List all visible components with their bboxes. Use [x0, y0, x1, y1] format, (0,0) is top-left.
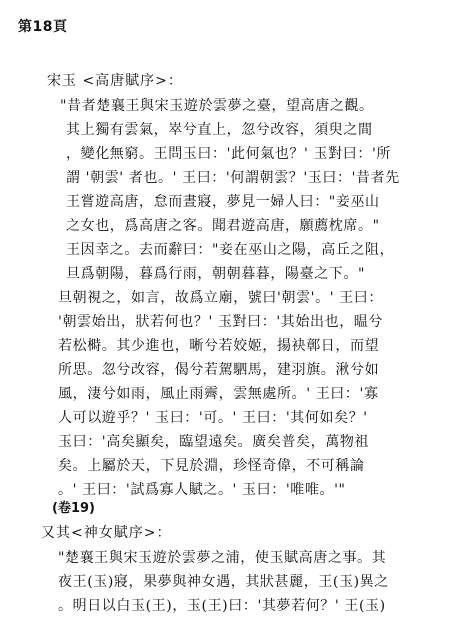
text-line: 夜王(玉)寢，果夢與神女遇，其狀甚麗，王(玉)異之 [58, 574, 389, 590]
text-line: 旦朝視之，如言，故爲立廟，號曰'朝雲'。' 王曰： [58, 290, 383, 306]
text-line: 王因幸之。去而辭曰："妾在巫山之陽，高丘之阻， [66, 242, 395, 258]
text-line: 矣。上屬於天，下見於淵，珍怪奇偉，不可稱論 [58, 458, 365, 474]
text-line: 之女也，爲高唐之客。聞君遊高唐，願薦枕席。" [66, 218, 380, 234]
text-line: 旦爲朝陽，暮爲行雨，朝朝暮暮，陽臺之下。" [66, 266, 366, 282]
text-line: 若松榯。其少進也，晰兮若姣姬，揚袂鄣日，而望 [58, 338, 380, 354]
text-line: 。明日以白玉(王)，玉(王)曰：'其夢若何？' 王(玉) [58, 598, 386, 614]
text-line: 謂 '朝雲' 者也。' 王曰：'何謂朝雲？'玉曰：'昔者先 [66, 170, 400, 186]
volume-note: (卷19) [52, 501, 95, 516]
text-line: 。' 王曰：'試爲寡人賦之。' 玉曰：'唯唯。'" [58, 482, 346, 498]
text-line: '朝雲始出，狀若何也？' 玉對曰：'其始出也，㬈兮 [58, 314, 383, 330]
text-line: 所思。忽兮改容，偈兮若駕駟馬，建羽旗。湫兮如 [58, 362, 380, 378]
text-line: 人可以遊乎？' 玉曰：'可。' 王曰：'其何如矣？' [58, 410, 368, 426]
page-header: 第18頁 [18, 19, 68, 35]
text-line: "昔者楚襄王與宋玉遊於雲夢之臺，望高唐之觀。 [60, 98, 374, 114]
text-line: 玉曰：'高矣顯矣，臨望遠矣。廣矣普矣，萬物祖 [58, 434, 370, 450]
text-line: ，變化無窮。王問玉曰：'此何氣也？' 玉對曰：'所 [66, 146, 391, 162]
text-line: "楚襄王與宋玉遊於雲夢之浦，使玉賦高唐之事。其 [58, 550, 387, 566]
section-heading-shennu: 又其<神女賦序>： [41, 525, 172, 541]
section-heading-gaotang: 宋玉 <高唐賦序>： [47, 73, 183, 89]
text-line: 王嘗遊高唐，怠而晝寢，夢見一婦人曰："妾巫山 [66, 194, 380, 210]
text-line: 風，淒兮如雨，風止雨霽，雲無處所。' 王曰：'寡 [58, 386, 379, 402]
text-line: 其上獨有雲氣，崒兮直上，忽兮改容，須臾之間 [66, 122, 373, 138]
